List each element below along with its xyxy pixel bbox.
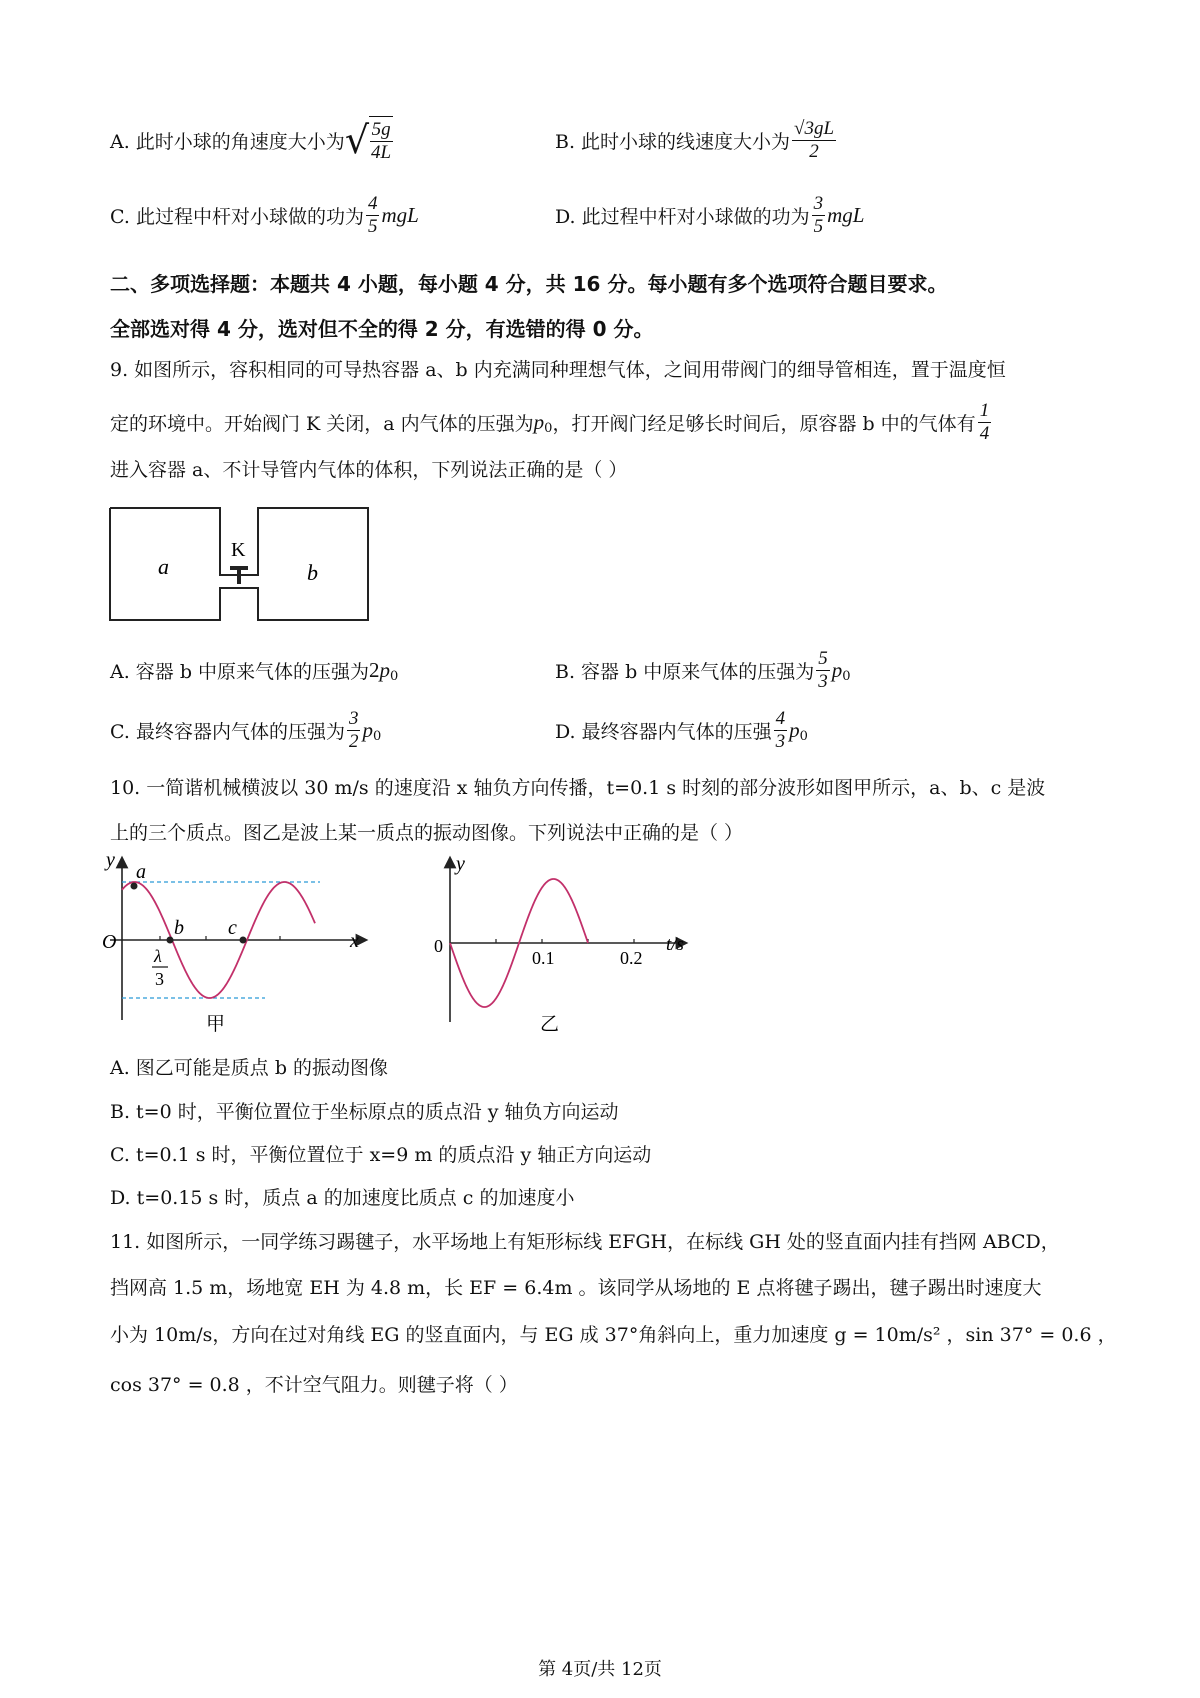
label-k: K	[231, 539, 246, 561]
q8-option-a	[110, 105, 393, 175]
q11-line-4: cos 37° = 0.8 ，不计空气阻力。则毽子将（ ）	[110, 1374, 518, 1396]
q10-figure-yi	[420, 850, 710, 1035]
yi-t2-label: 0.2	[620, 948, 643, 968]
jia-a-label: a	[136, 861, 146, 883]
q9-c-num: 3	[348, 707, 359, 729]
q9-option-a: A. 容器 b 中原来气体的压强为 2 p 0	[110, 657, 399, 684]
q10-figure-jia	[100, 850, 380, 1035]
q10-option-d: D. t=0.15 s 时，质点 a 的加速度比质点 c 的加速度小	[110, 1187, 575, 1209]
q10-option-a: A. 图乙可能是质点 b 的振动图像	[110, 1057, 389, 1079]
q11-line-3: 小为 10m/s，方向在过对角线 EG 的竖直面内，与 EG 成 37°角斜向上，重力加速度 g = 10m/s² ，sin 37° = 0.6 ，	[110, 1324, 1117, 1346]
q8-options-row-2	[110, 180, 1110, 250]
q9-option-a-text: A. 容器 b 中原来气体的压强为	[110, 660, 370, 683]
q9-option-d-text: D. 最终容器内气体的压强	[555, 720, 772, 743]
q8-options-row-1	[110, 105, 1110, 175]
q9-c-den: 2	[348, 730, 359, 752]
jia-point-a	[131, 883, 138, 890]
jia-lambda-den: 3	[155, 969, 164, 989]
q8-d-num: 3	[813, 192, 824, 214]
label-a: a	[158, 554, 169, 579]
q8-b-num: √3gL	[794, 117, 835, 139]
q8-option-a-sqrt: √ $\frac{5g}{4L}$	[344, 118, 392, 163]
q9-line-2	[110, 400, 993, 445]
q8-c-suffix: mgL	[381, 202, 419, 227]
jia-point-c	[240, 937, 247, 944]
q11-line-1: 11. 如图所示，一同学练习踢毽子，水平场地上有矩形标线 EFGH，在标线 GH 处的竖直面内挂有挡网 ABCD，	[110, 1231, 1060, 1253]
jia-x-label: x	[350, 930, 359, 952]
q9-a-coef: 2	[369, 657, 380, 682]
q9-d-num: 4	[775, 707, 786, 729]
q9-option-c: C. 最终容器内气体的压强为 $\frac{3}{2}$ p 0	[110, 707, 382, 752]
container-a-top-outline	[110, 508, 232, 575]
q9-b-den: 3	[818, 670, 828, 692]
q8-option-b-text: B. 此时小球的线速度大小为	[555, 130, 791, 153]
page-footer: 第 4页/共 12页	[538, 1659, 662, 1680]
q9-line-3: 进入容器 a、不计导管内气体的体积，下列说法正确的是（ ）	[110, 459, 628, 481]
container-a-bottom-outline	[110, 508, 232, 620]
yi-caption: 乙	[540, 1013, 560, 1035]
q9-p0-sub: 0	[544, 420, 553, 436]
section-2-heading-line-1: 二、多项选择题：本题共 4 小题，每小题 4 分，共 16 分。每小题有多个选项符合题目要求。	[110, 272, 948, 296]
q8-option-a-text: A. 此时小球的角速度大小为	[110, 130, 345, 153]
q8-d-den: 5	[813, 215, 824, 237]
q8-c-den: 5	[367, 215, 378, 237]
q11-line-2: 挡网高 1.5 m，场地宽 EH 为 4.8 m，长 EF = 6.4m 。该同学从场地的 E 点将毽子踢出，毽子踢出时速度大	[110, 1277, 1042, 1299]
q8-option-c-text: C. 此过程中杆对小球做的功为	[110, 205, 364, 228]
yi-t1-label: 0.1	[532, 948, 555, 968]
jia-b-label: b	[174, 917, 184, 939]
jia-origin-label: O	[102, 931, 117, 953]
q8-a-den: 4L	[371, 142, 392, 163]
section-2-heading-line-2: 全部选对得 4 分，选对但不全的得 2 分，有选错的得 0 分。	[110, 317, 654, 341]
yi-t-label: t/s	[666, 934, 684, 955]
q9-frac-num: 1	[979, 400, 990, 421]
q9-p0: p	[533, 409, 545, 434]
q10-option-c: C. t=0.1 s 时，平衡位置位于 x=9 m 的质点沿 y 轴正方向运动	[110, 1144, 652, 1166]
q10-line-1: 10. 一简谐机械横波以 30 m/s 的速度沿 x 轴负方向传播，t=0.1 s 时刻的部分波形如图甲所示，a、b、c 是波	[110, 777, 1046, 799]
q9-container-figure	[100, 500, 380, 630]
q9-option-b: B. 容器 b 中原来气体的压强为 $\frac{5}{3}$ p 0	[555, 647, 851, 692]
q8-option-d-text: D. 此过程中杆对小球做的功为	[555, 205, 810, 228]
jia-y-label: y	[106, 850, 115, 871]
jia-caption: 甲	[206, 1013, 226, 1035]
q10-line-2: 上的三个质点。图乙是波上某一质点的振动图像。下列说法中正确的是（ ）	[110, 822, 744, 844]
q9-b-num: 5	[818, 647, 828, 669]
jia-point-b	[167, 937, 174, 944]
q9-line-2-b: ，打开阀门经足够长时间后，原容器 b 中的气体有	[552, 412, 976, 435]
q9-option-d: D. 最终容器内气体的压强 $\frac{4}{3}$ p 0	[555, 707, 808, 752]
q8-option-d	[555, 180, 865, 250]
jia-lambda-num: λ	[154, 946, 162, 966]
q10-option-b: B. t=0 时，平衡位置位于坐标原点的质点沿 y 轴负方向运动	[110, 1101, 619, 1123]
q9-option-b-text: B. 容器 b 中原来气体的压强为	[555, 660, 815, 683]
jia-c-label: c	[228, 917, 237, 939]
q9-line-2-a: 定的环境中。开始阀门 K 关闭，a 内气体的压强为	[110, 412, 534, 435]
q9-d-den: 3	[775, 730, 786, 752]
yi-zero-label: 0	[434, 936, 443, 956]
q8-option-c	[110, 180, 419, 250]
q8-a-num: 5g	[371, 119, 391, 141]
label-b: b	[307, 560, 318, 585]
q9-options-row-2	[110, 695, 1110, 765]
q9-option-c-text: C. 最终容器内气体的压强为	[110, 720, 345, 743]
q8-d-suffix: mgL	[827, 202, 865, 227]
q8-option-b	[555, 105, 838, 175]
q9-line-1: 9. 如图所示，容积相同的可导热容器 a、b 内充满同种理想气体，之间用带阀门的细导管相连，置于温度恒	[110, 359, 1006, 381]
q9-frac-den: 4	[979, 422, 990, 444]
q8-b-den: 2	[809, 140, 819, 162]
q8-c-num: 4	[367, 192, 378, 214]
yi-y-label: y	[456, 853, 465, 875]
